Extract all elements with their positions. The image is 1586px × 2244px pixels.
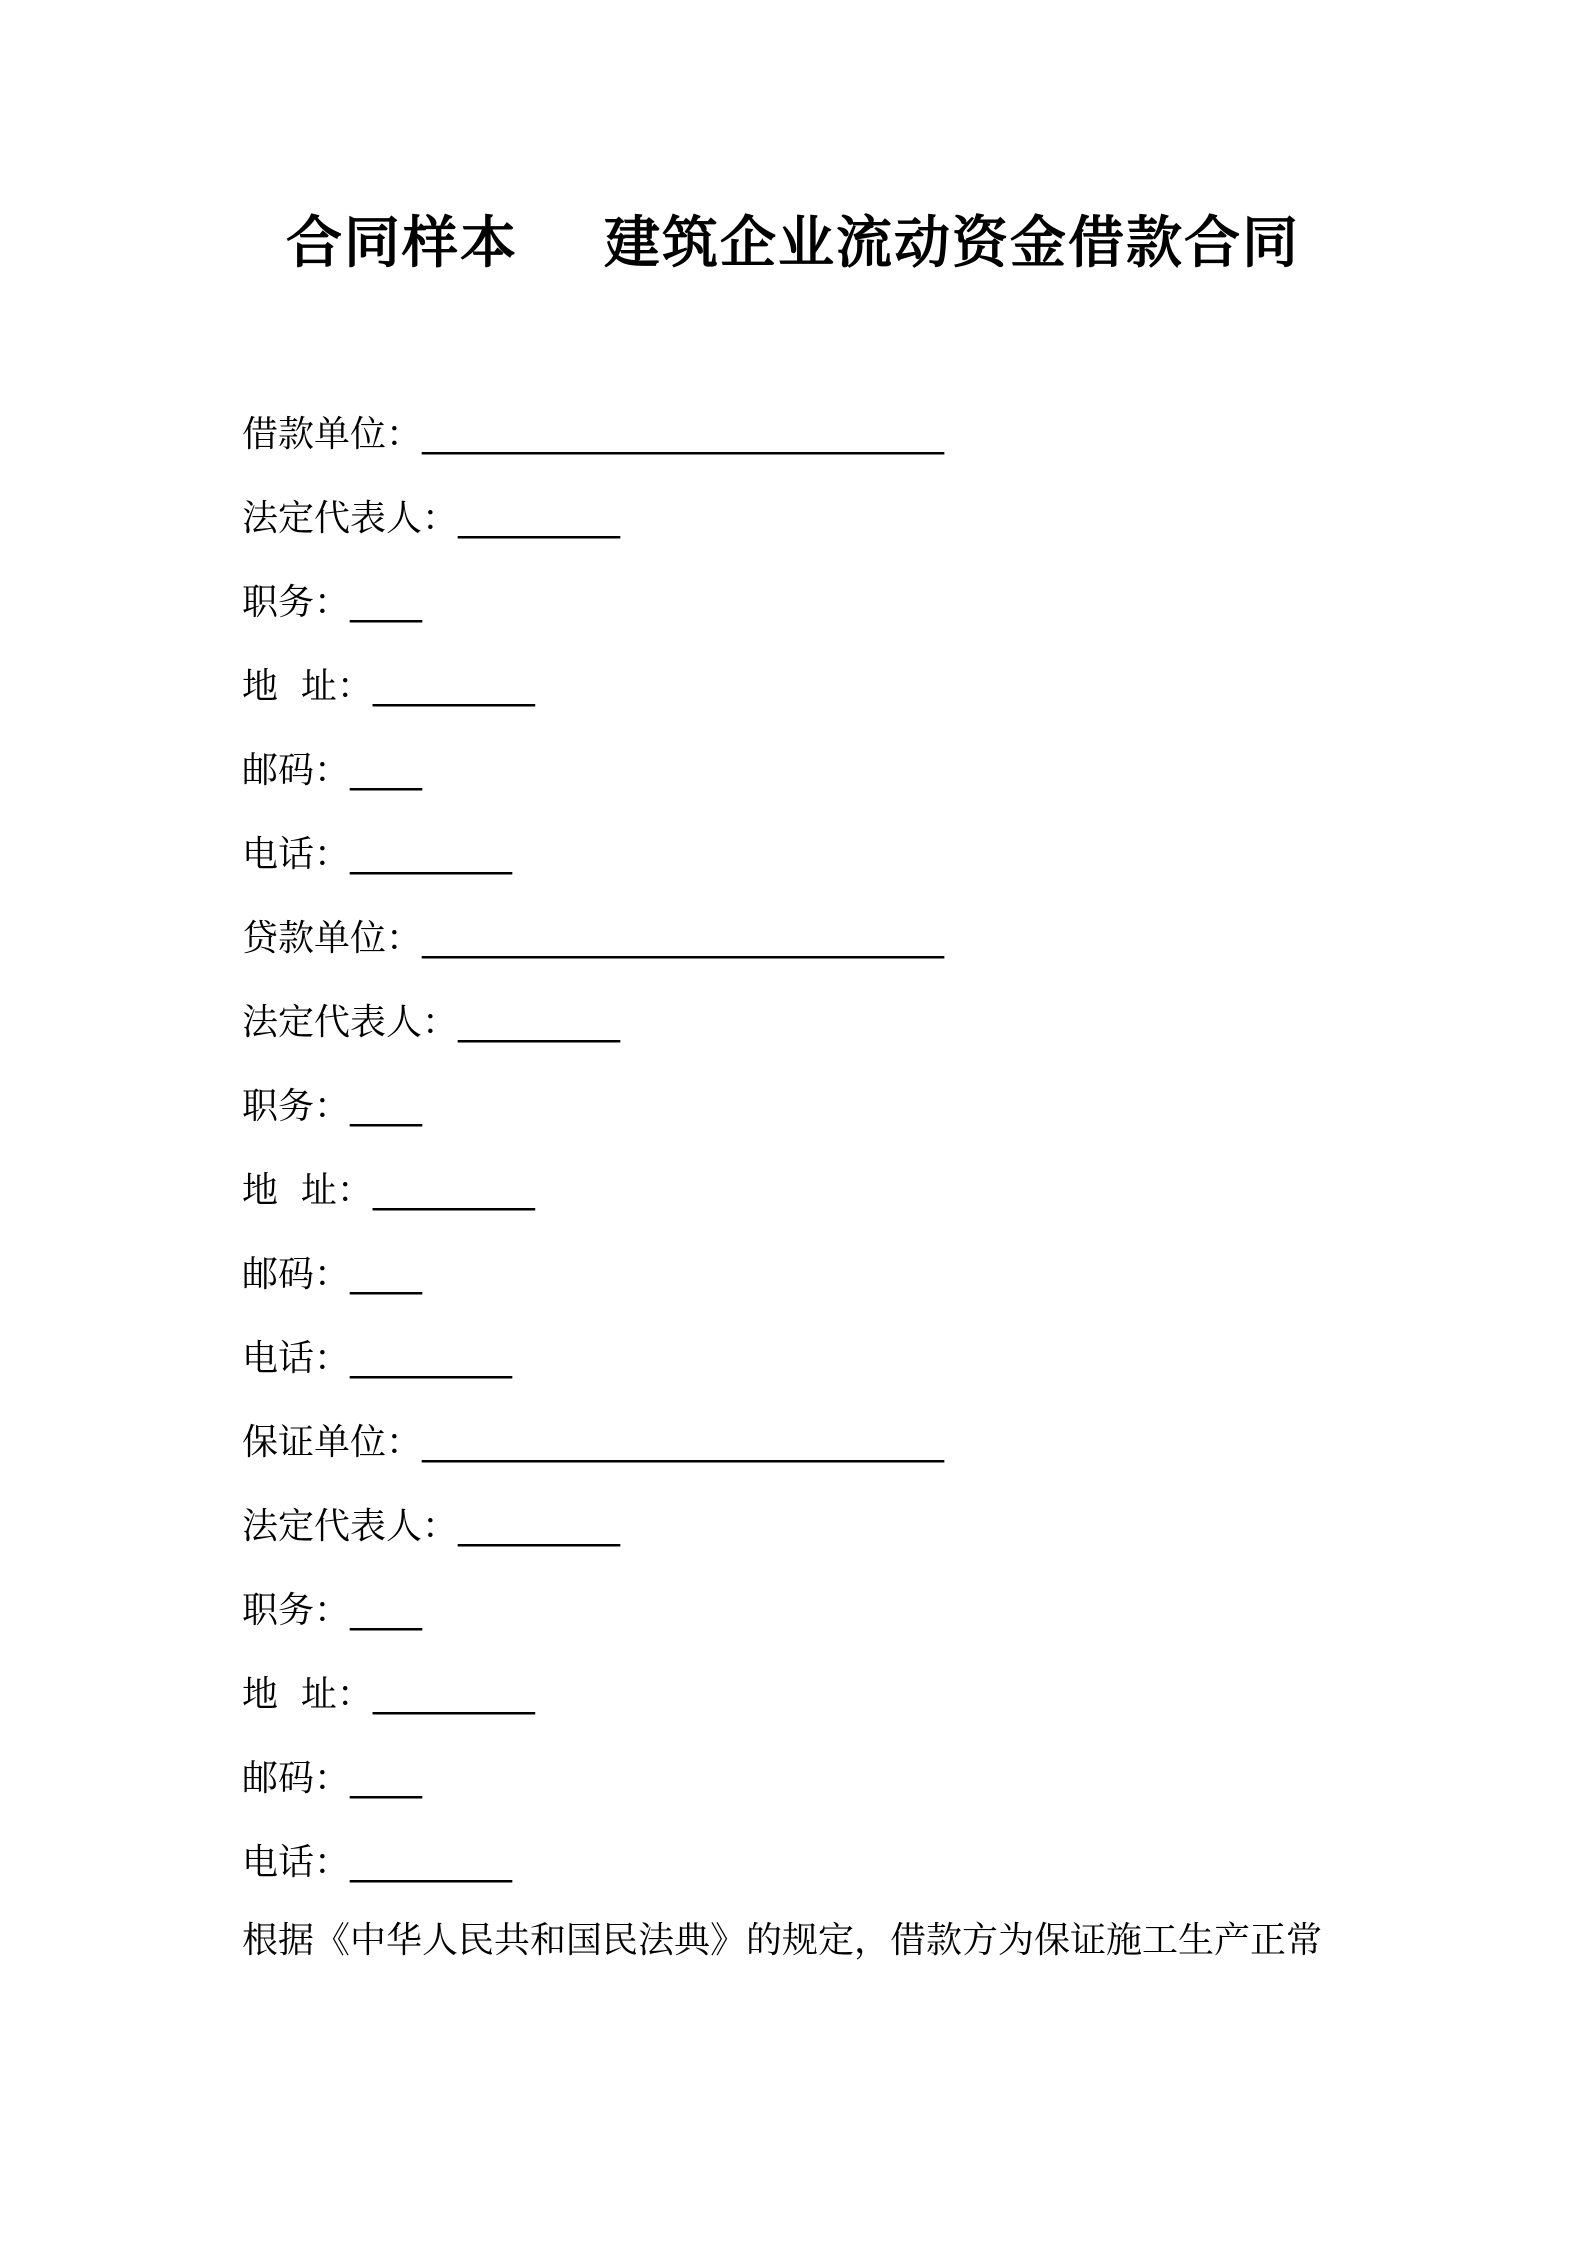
field-blank: ____ bbox=[350, 1254, 423, 1295]
field-label: 法定代表人： bbox=[242, 1506, 459, 1547]
field-label: 地 址： bbox=[242, 1170, 373, 1211]
lender-postcode-field bbox=[242, 1250, 944, 1334]
contract-preamble-text: 根据《中华人民共和国民法典》的规定，借款方为保证施工生产正常 bbox=[242, 1920, 1323, 1961]
lender-unit-field bbox=[242, 914, 944, 998]
field-blank: _________ bbox=[350, 1842, 513, 1883]
guarantor-phone-field bbox=[242, 1838, 944, 1922]
borrower-address-field bbox=[242, 662, 944, 746]
guarantor-position-field bbox=[242, 1586, 944, 1670]
field-blank: ____ bbox=[350, 1086, 423, 1127]
field-label: 职务： bbox=[242, 1086, 351, 1127]
borrower-phone-field bbox=[242, 830, 944, 914]
field-label: 电话： bbox=[242, 1338, 351, 1379]
field-label: 职务： bbox=[242, 582, 351, 623]
field-blank: ____ bbox=[350, 1758, 423, 1799]
field-label: 邮码： bbox=[242, 750, 351, 791]
field-blank: _____________________________ bbox=[422, 918, 945, 959]
lender-phone-field bbox=[242, 1334, 944, 1418]
guarantor-legal-rep-field bbox=[242, 1502, 944, 1586]
borrower-unit-field bbox=[242, 410, 944, 494]
field-blank: _________ bbox=[350, 1338, 513, 1379]
borrower-position-field bbox=[242, 578, 944, 662]
field-label: 地 址： bbox=[242, 1674, 373, 1715]
field-label: 邮码： bbox=[242, 1254, 351, 1295]
field-blank: _________ bbox=[372, 1674, 535, 1715]
field-label: 电话： bbox=[242, 1842, 351, 1883]
field-blank: ____ bbox=[350, 1590, 423, 1631]
field-label: 法定代表人： bbox=[242, 1002, 459, 1043]
field-label: 借款单位： bbox=[242, 414, 423, 455]
field-label: 职务： bbox=[242, 1590, 351, 1631]
lender-position-field bbox=[242, 1082, 944, 1166]
borrower-legal-rep-field bbox=[242, 494, 944, 578]
guarantor-address-field bbox=[242, 1670, 944, 1754]
field-blank: _________ bbox=[458, 1002, 621, 1043]
guarantor-unit-field bbox=[242, 1418, 944, 1502]
field-label: 邮码： bbox=[242, 1758, 351, 1799]
field-label: 保证单位： bbox=[242, 1422, 423, 1463]
field-blank: _________ bbox=[458, 1506, 621, 1547]
field-blank: ____ bbox=[350, 582, 423, 623]
lender-address-field bbox=[242, 1166, 944, 1250]
party-fields bbox=[242, 410, 944, 1922]
field-label: 地 址： bbox=[242, 666, 373, 707]
field-label: 法定代表人： bbox=[242, 498, 459, 539]
field-blank: _________ bbox=[372, 1170, 535, 1211]
field-blank: _____________________________ bbox=[422, 414, 945, 455]
field-blank: _____________________________ bbox=[422, 1422, 945, 1463]
field-blank: ____ bbox=[350, 750, 423, 791]
borrower-postcode-field bbox=[242, 746, 944, 830]
field-label: 贷款单位： bbox=[242, 918, 423, 959]
guarantor-postcode-field bbox=[242, 1754, 944, 1838]
document-title: 合同样本 建筑企业流动资金借款合同 bbox=[286, 211, 1300, 276]
lender-legal-rep-field bbox=[242, 998, 944, 1082]
field-blank: _________ bbox=[458, 498, 621, 539]
field-label: 电话： bbox=[242, 834, 351, 875]
field-blank: _________ bbox=[372, 666, 535, 707]
field-blank: _________ bbox=[350, 834, 513, 875]
